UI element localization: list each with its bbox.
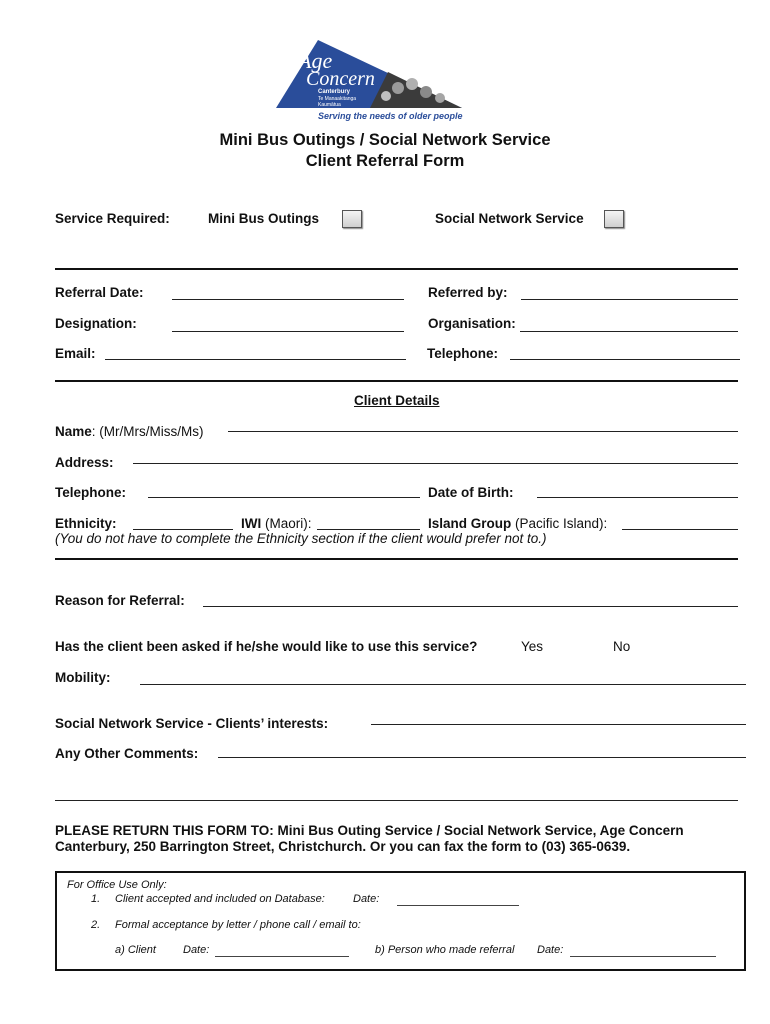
email-field[interactable] [105,359,406,360]
office-client-date-label: Date: [183,944,210,956]
social-network-service-checkbox[interactable] [604,210,624,228]
logo-sub-canterbury: Canterbury [318,89,351,95]
asked-no-option[interactable]: No [613,639,631,654]
referrer-telephone-label: Telephone: [427,346,499,361]
name-label-titles: : (Mr/Mrs/Miss/Ms) [91,424,204,439]
office-item2-text: Formal acceptance by letter / phone call / email to: [115,919,361,931]
service-required-label: Service Required: [55,211,170,226]
island-group-label-bold: Island Group [428,516,512,531]
age-concern-logo [270,36,470,124]
logo-text-concern: Concern [306,68,375,90]
client-details-heading: Client Details [354,393,440,408]
client-name-field[interactable] [228,431,738,432]
organisation-field[interactable] [520,331,738,332]
section-divider [55,558,738,560]
designation-label: Designation: [55,316,137,331]
email-label: Email: [55,346,96,361]
office-person-date-label: Date: [537,944,564,956]
clients-interests-field[interactable] [371,724,746,725]
referred-by-field[interactable] [521,299,738,300]
client-date-field[interactable] [215,956,349,957]
island-group-label-pacific: (Pacific Island): [511,516,608,531]
island-group-field[interactable] [622,529,738,530]
office-item1-number: 1. [91,893,101,905]
office-item1-text: Client accepted and included on Database: [115,893,325,905]
other-comments-label: Any Other Comments: [55,746,199,761]
client-telephone-field[interactable] [148,497,420,498]
name-label-bold: Name [55,424,92,439]
office-client-label: a) Client [115,944,156,956]
date-of-birth-label: Date of Birth: [428,485,514,500]
asked-question: Has the client been asked if he/she would like to use this service? [55,639,478,654]
office-use-heading: For Office Use Only: [67,879,167,891]
section-divider [55,380,738,382]
ethnicity-field[interactable] [133,529,233,530]
iwi-label-maori: (Maori): [261,516,312,531]
ethnicity-label: Ethnicity: [55,516,117,531]
referrer-telephone-field[interactable] [510,359,740,360]
person-date-field[interactable] [570,956,716,957]
office-item1-date-label: Date: [353,893,380,905]
mini-bus-outings-label: Mini Bus Outings [208,211,319,226]
ethnicity-note: (You do not have to complete the Ethnicity section if the client would prefer not to.) [55,531,547,546]
return-instructions-line1: PLEASE RETURN THIS FORM TO: Mini Bus Outing Service / Social Network Service, Age Concern [55,823,684,838]
section-divider [55,268,738,270]
island-group-label [428,516,607,532]
client-address-field[interactable] [133,463,738,464]
iwi-label [241,516,312,532]
form-title: Mini Bus Outings / Social Network Service [219,131,551,149]
form-subtitle: Client Referral Form [305,152,465,170]
logo-tagline: Serving the needs of older people [318,111,463,121]
date-of-birth-field[interactable] [537,497,738,498]
other-comments-field-extra[interactable] [55,800,738,801]
logo-sub-manaaki: Te Manaakitanga [318,96,357,102]
referral-date-field[interactable] [172,299,404,300]
reason-for-referral-field[interactable] [203,606,738,607]
designation-field[interactable] [172,331,404,332]
logo-text-age: Age [298,48,333,73]
organisation-label: Organisation: [428,316,516,331]
mobility-label: Mobility: [55,670,111,685]
iwi-label-bold: IWI [241,516,262,531]
referral-date-label: Referral Date: [55,285,144,300]
social-network-service-label: Social Network Service [435,211,584,226]
office-item2-number: 2. [91,919,101,931]
client-telephone-label: Telephone: [55,485,127,500]
logo-sub-kaumatua: Kaumātua [318,102,341,108]
database-date-field[interactable] [397,905,519,906]
address-label: Address: [55,455,114,470]
asked-yes-option[interactable]: Yes [521,639,544,654]
return-instructions-line2: Canterbury, 250 Barrington Street, Christchurch. Or you can fax the form to (03) 365-0639. [55,839,631,854]
other-comments-field[interactable] [218,757,746,758]
clients-interests-label: Social Network Service - Clients’ interests: [55,716,329,731]
office-use-box [55,871,746,971]
referred-by-label: Referred by: [428,285,508,300]
office-person-label: b) Person who made referral [375,944,515,956]
name-label [55,424,204,440]
mobility-field[interactable] [140,684,746,685]
mini-bus-outings-checkbox[interactable] [342,210,362,228]
iwi-field[interactable] [317,529,420,530]
reason-for-referral-label: Reason for Referral: [55,593,185,608]
